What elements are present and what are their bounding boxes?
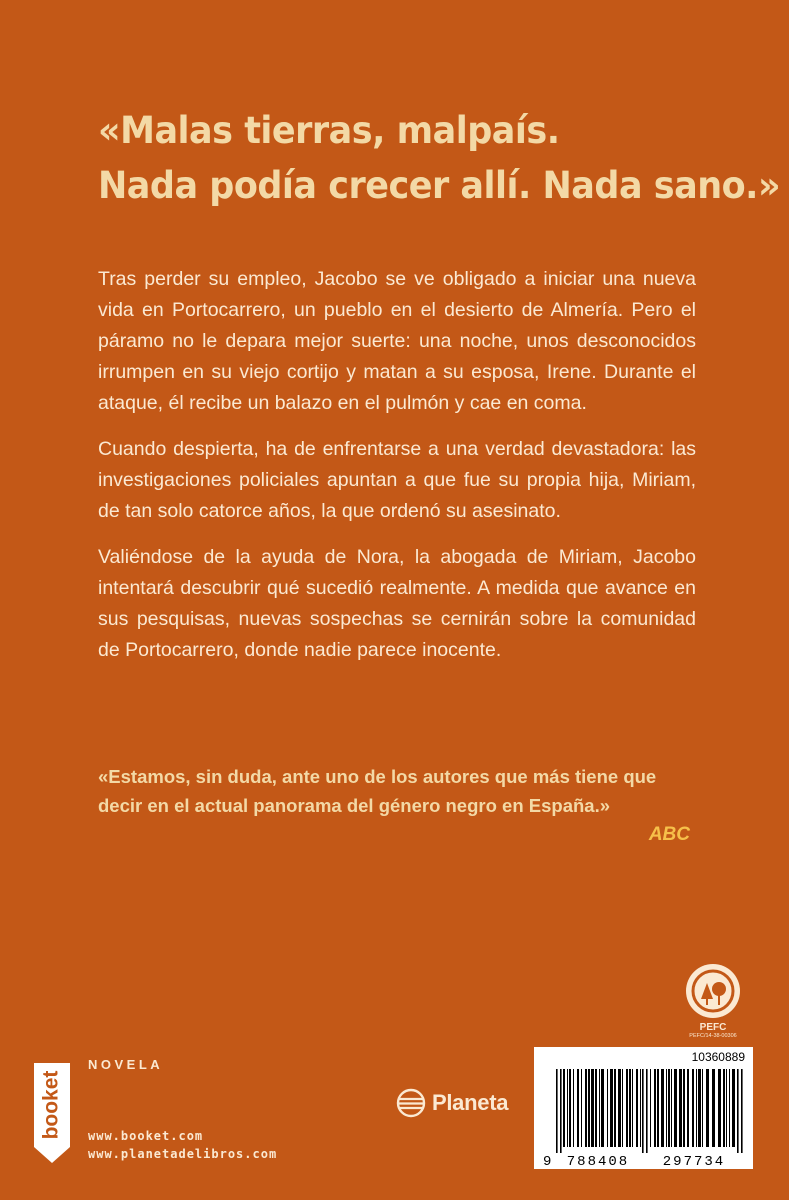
barcode-bar	[654, 1069, 656, 1147]
planeta-url[interactable]: www.planetadelibros.com	[88, 1147, 278, 1161]
headline-line-2: Nada podía crecer allí. Nada sano.»	[98, 164, 781, 208]
headline-line-1: «Malas tierras, malpaís.	[98, 109, 560, 153]
isbn-first-digit: 9	[543, 1154, 552, 1169]
publisher-urls	[88, 1127, 277, 1163]
planeta-name: Planeta	[432, 1090, 509, 1115]
barcode-bar	[618, 1069, 621, 1147]
barcode-bar	[567, 1069, 568, 1147]
synopsis-paragraph-1: Tras perder su empleo, Jacobo se ve obligado a iniciar una nueva vida en Portocarrero, un pueblo en el desierto de Almería. Pero el páramo no le depara mejor suerte: una noche, unos desconocidos irrumpen en su viejo cortijo y matan a su esposa, Irene. Durante el ataque, él recibe un balazo en el pulmón y cae en coma.	[98, 268, 696, 414]
barcode-bar	[599, 1069, 600, 1147]
pefc-code: PEFC/14-38-00306	[689, 1033, 737, 1039]
barcode-bar	[569, 1069, 571, 1147]
barcode-bar	[614, 1069, 616, 1147]
pefc-label: PEFC	[699, 1022, 727, 1033]
barcode-guard-bar	[556, 1069, 558, 1153]
barcode-guard-bar	[646, 1069, 648, 1153]
headline-quote	[98, 104, 781, 214]
barcode-guard-bar	[642, 1069, 644, 1153]
barcode-bar	[732, 1069, 735, 1147]
barcode-bar	[622, 1069, 623, 1147]
barcode-bar	[679, 1069, 682, 1147]
planeta-logo	[396, 1086, 508, 1120]
barcode-bar	[683, 1069, 685, 1147]
barcode-bar	[595, 1069, 597, 1147]
barcode-bar	[696, 1069, 697, 1147]
barcode-bar	[601, 1069, 604, 1147]
barcode-guard-bar	[741, 1069, 743, 1153]
barcode-bar	[718, 1069, 721, 1147]
barcode-bar	[657, 1069, 659, 1147]
barcode-bar	[729, 1069, 730, 1147]
isbn-group-1: 788408	[566, 1154, 630, 1169]
barcode-guard-bar	[560, 1069, 562, 1153]
barcode-reference: 10360889	[691, 1050, 745, 1064]
barcode-bar	[577, 1069, 579, 1147]
barcode-bar	[692, 1069, 694, 1147]
synopsis	[98, 264, 696, 681]
barcode-bar	[726, 1069, 727, 1147]
barcode-bar	[698, 1069, 701, 1147]
barcode-bar	[629, 1069, 631, 1147]
barcode-bar	[674, 1069, 677, 1147]
barcode-bars	[534, 1047, 753, 1169]
barcode-bar	[573, 1069, 574, 1147]
barcode-bar	[632, 1069, 633, 1147]
isbn-group-2: 297734	[662, 1154, 726, 1169]
review-quote-line-2: decir en el actual panorama del género negro en España.»	[98, 795, 611, 816]
barcode-bar	[661, 1069, 664, 1147]
barcode-bar	[563, 1069, 565, 1147]
barcode-bar	[588, 1069, 590, 1147]
review-quote	[98, 762, 698, 849]
barcode-bar	[712, 1069, 715, 1147]
barcode-bar	[668, 1069, 670, 1147]
barcode-bar	[640, 1069, 641, 1147]
barcode-bar	[585, 1069, 587, 1147]
barcode-bar	[650, 1069, 651, 1147]
synopsis-paragraph-2: Cuando despierta, ha de enfrentarse a una verdad devastadora: las investigaciones policiales apuntan a que fue su propia hija, Miriam, de tan solo catorce años, la que ordenó su asesinato.	[98, 438, 696, 522]
booket-logo	[30, 1055, 74, 1167]
pefc-logo	[678, 963, 748, 1043]
barcode-bar	[723, 1069, 725, 1147]
genre-label: NOVELA	[88, 1057, 164, 1072]
isbn-barcode	[534, 1047, 753, 1169]
booket-url[interactable]: www.booket.com	[88, 1129, 204, 1143]
barcode-bar	[687, 1069, 689, 1147]
barcode-bar	[581, 1069, 582, 1147]
barcode-bar	[610, 1069, 613, 1147]
barcode-bar	[671, 1069, 672, 1147]
review-source: ABC	[648, 824, 690, 845]
barcode-bar	[706, 1069, 709, 1147]
booket-logo-text: booket	[39, 1070, 63, 1140]
barcode-guard-bar	[737, 1069, 739, 1153]
barcode-bar	[626, 1069, 628, 1147]
barcode-bar	[636, 1069, 638, 1147]
synopsis-paragraph-3: Valiéndose de la ayuda de Nora, la abogada de Miriam, Jacobo intentará descubrir qué sucedió realmente. A medida que avance en sus pesquisas, nuevas sospechas se cernirán sobre la comunidad de Portocarrero, donde nadie parece inocente.	[98, 546, 696, 661]
barcode-bar	[607, 1069, 608, 1147]
review-quote-line-1: «Estamos, sin duda, ante uno de los autores que más tiene que	[98, 766, 657, 787]
planeta-globe-icon	[396, 1088, 426, 1118]
barcode-bar	[591, 1069, 594, 1147]
barcode-bar	[666, 1069, 667, 1147]
barcode-bar	[702, 1069, 703, 1147]
pefc-trees-icon	[685, 963, 741, 1019]
